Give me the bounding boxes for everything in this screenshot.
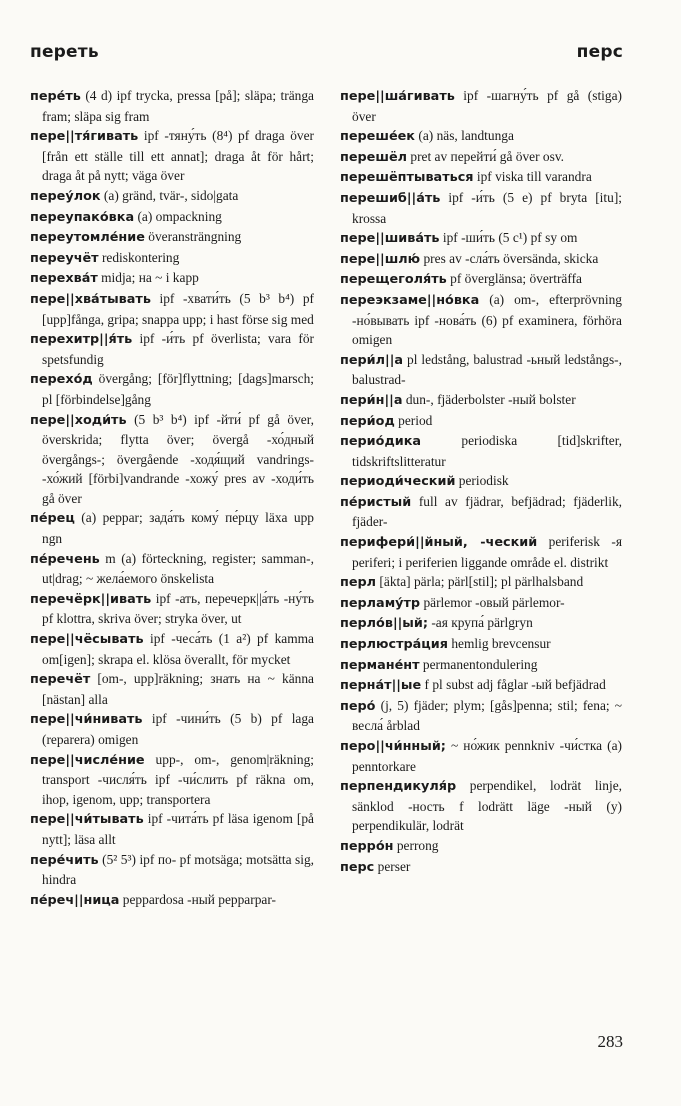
dictionary-entry: [340, 390, 622, 411]
entry-headword: пе́ристый: [340, 494, 412, 510]
dictionary-entry: [30, 248, 314, 269]
entry-headword: перешиб||а́ть: [340, 190, 441, 206]
entry-headword: перешёптываться: [340, 170, 474, 186]
dictionary-entry: [340, 249, 622, 270]
entry-headword: пере||чи́тывать: [30, 812, 144, 828]
entry-headword: пери́н||а: [340, 392, 403, 408]
entry-definition: permanentondulering: [422, 656, 538, 672]
entry-definition: f pl subst adj fåglar -ый befjädrad: [424, 677, 606, 693]
entry-headword: переэкзаме||но́вка: [340, 292, 480, 308]
entry-definition: ipf -тяну́ть (8⁴) pf draga över [från ett ställe till ett annat]; draga åt för hårt; draga åt på nytt; väga över: [42, 128, 314, 184]
entry-definition: m (a) förteckning, register; samman-, ut|drag; ~ жела́емого önskelista: [42, 550, 314, 587]
entry-headword: перехитр||я́ть: [30, 332, 133, 348]
entry-definition: ipf -и́ть (5 e) pf bryta [itu]; krossa: [352, 189, 622, 226]
entry-definition: periodisk: [458, 473, 509, 489]
dictionary-entry: [340, 167, 622, 188]
entry-definition: (5² 5³) ipf по- pf motsäga; motsätta sig, hindra: [42, 851, 314, 888]
entry-headword: пермане́нт: [340, 657, 420, 673]
dictionary-entry: [30, 126, 314, 186]
entry-definition: ipf viska till varandra: [476, 169, 592, 185]
entry-definition: pf överglänsa; överträffa: [450, 271, 582, 287]
entry-headword: перифери́||йный, -ческий: [340, 535, 538, 551]
entry-definition: ipf -чита́ть pf läsa igenom [på nytt]; läsa allt: [42, 811, 314, 847]
dictionary-entry: [30, 329, 314, 369]
dictionary-entry: [340, 350, 622, 390]
dictionary-entry: [340, 431, 622, 471]
dictionary-entry: [340, 188, 622, 228]
entry-headword: пе́речень: [30, 551, 100, 567]
dictionary-entry: [340, 655, 622, 676]
entry-headword: пере||числе́ние: [30, 752, 145, 768]
entry-definition: (a) peppar; зада́ть кому́ пе́рцу läxa upp ngn: [42, 510, 314, 547]
dictionary-entry: [340, 290, 622, 350]
dictionary-entry: [340, 675, 622, 696]
entry-definition: pl ledstång, balustrad -ьный ledstångs-, balustrad-: [352, 351, 622, 388]
entry-definition: perser: [377, 858, 411, 874]
entry-definition: periferisk -я periferi; i periferien liggande område el. distrikt: [352, 534, 622, 570]
entry-headword: переучёт: [30, 250, 99, 266]
dictionary-entry: [340, 634, 622, 655]
entry-headword: пере||ша́гивать: [340, 89, 455, 104]
dictionary-entry: [340, 572, 622, 593]
dictionary-entry: [340, 126, 622, 147]
dictionary-entry: [30, 589, 314, 629]
entry-definition: ipf -ать, перечерк||а́ть -ну́ть pf klottra, skriva över; stryka över, ut: [42, 590, 314, 627]
dictionary-entry: [340, 86, 622, 126]
dictionary-entry: [30, 549, 314, 589]
entry-definition: midja; на ~ i kapp: [101, 270, 199, 286]
entry-definition: perpendikel, lodrät linje, sänklod -ность f lodrätt läge -ный (y) perpendikulär, lodrät: [352, 778, 622, 834]
entry-definition: rediskontering: [101, 249, 180, 265]
entry-headword: пере́ть: [30, 89, 81, 104]
dictionary-entry: [30, 207, 314, 228]
entry-definition: överansträngning: [148, 229, 242, 245]
entry-headword: переше́ек: [340, 129, 415, 145]
dictionary-entry: [340, 836, 622, 857]
entry-definition: periodiska [tid]skrifter, tidskriftslitteratur: [352, 433, 622, 469]
dictionary-entry: [340, 696, 622, 736]
dictionary-entry: [30, 750, 314, 810]
dictionary-entry: [340, 776, 622, 836]
entry-definition: ipf -чини́ть (5 b) pf laga (reparera) omigen: [42, 711, 314, 747]
entry-definition: (a) ompackning: [137, 208, 222, 224]
entry-headword: пере||тя́гивать: [30, 129, 139, 145]
entry-headword: пери́од: [340, 413, 395, 429]
dictionary-entry: [30, 890, 314, 911]
dictionary-entry: [340, 593, 622, 614]
entry-definition: (a) näs, landtunga: [418, 128, 514, 144]
entry-headword: перечёрк||ивать: [30, 591, 152, 607]
entry-definition: pret av перейти́ gå över osv.: [410, 148, 565, 164]
entry-headword: перо́: [340, 698, 376, 714]
dictionary-entry: [30, 369, 314, 409]
entry-headword: пере||чи́нивать: [30, 712, 143, 728]
dictionary-entry: [340, 532, 622, 572]
entry-definition: ipf -и́ть pf överlista; vara för spetsfundig: [42, 331, 314, 367]
entry-definition: ipf -ши́ть (5 c¹) pf sy om: [442, 230, 578, 246]
dictionary-entry: [340, 269, 622, 290]
entry-headword: перро́н: [340, 838, 394, 854]
entry-definition: peppardosa -ный pepparpar-: [122, 891, 276, 907]
entry-headword: перо||чи́нный;: [340, 739, 446, 754]
entry-headword: пере||чёсывать: [30, 632, 144, 648]
entry-headword: перлюстра́ция: [340, 637, 448, 653]
entry-headword: перио́дика: [340, 434, 422, 450]
dictionary-entry: [30, 86, 314, 126]
entry-headword: перламу́тр: [340, 595, 421, 611]
entry-headword: перпендикуля́р: [340, 779, 457, 795]
dictionary-column-right: [340, 86, 622, 877]
dictionary-entry: [30, 629, 314, 669]
entry-definition: [om-, upp]räkning; знать на ~ känna [nästan] alla: [42, 671, 315, 707]
running-head-last: перс: [576, 42, 623, 62]
entry-headword: пере||ходи́ть: [30, 412, 127, 428]
dictionary-entry: [30, 669, 314, 709]
dictionary-entry: [340, 492, 622, 532]
entry-headword: перешёл: [340, 149, 408, 165]
entry-definition: (j, 5) fjäder; plym; [gås]penna; stil; fena; ~ весла́ årblad: [352, 697, 622, 734]
dictionary-entry: [30, 709, 314, 749]
dictionary-entry: [30, 410, 314, 509]
dictionary-entry: [30, 227, 314, 248]
entry-headword: переутомле́ние: [30, 230, 145, 246]
entry-headword: перс: [340, 859, 375, 875]
entry-headword: переупако́вка: [30, 209, 135, 225]
entry-definition: upp-, om-, genom|räkning; transport -числя́ть ipf -чи́слить pf räkna om, ihop, igenom, upp; transportera: [42, 751, 314, 807]
entry-definition: -ая крупа́ pärlgryn: [431, 615, 533, 631]
entry-headword: перна́т||ые: [340, 678, 422, 694]
entry-definition: (4 d) ipf trycka, pressa [på]; släpa; tränga fram; släpa sig fram: [42, 88, 314, 124]
entry-headword: перл: [340, 575, 377, 591]
entry-definition: (a) gränd, tvär-, sido|gata: [103, 187, 239, 203]
entry-headword: пе́реч||ница: [30, 892, 120, 908]
dictionary-entry: [30, 508, 314, 548]
entry-definition: hemlig brevcensur: [451, 636, 551, 652]
dictionary-entry: [340, 857, 622, 878]
entry-definition: ipf -чеса́ть (1 a²) pf kamma om[igen]; skrapa el. klösa överallt, för mycket: [42, 631, 314, 667]
dictionary-entry: [30, 268, 314, 289]
entry-definition: period: [398, 412, 433, 428]
dictionary-entry: [340, 471, 622, 492]
dictionary-entry: [340, 411, 622, 432]
dictionary-entry: [340, 736, 622, 776]
entry-headword: пери́л||а: [340, 352, 404, 368]
entry-headword: пе́рец: [30, 511, 75, 527]
entry-definition: ~ но́жик pennkniv -чи́стка (a) penntorkare: [352, 738, 622, 774]
entry-headword: перехо́д: [30, 372, 93, 388]
dictionary-entry: [30, 850, 314, 890]
page-number: 283: [597, 1032, 623, 1051]
entry-definition: full av fjädrar, befjädrad; fjäderlik, fjäder-: [352, 493, 622, 530]
dictionary-entry: [340, 147, 622, 168]
entry-headword: пере||хва́тывать: [30, 291, 151, 307]
dictionary-entry: [30, 289, 314, 329]
entry-definition: [äkta] pärla; pärl[stil]; pl pärlhalsband: [379, 574, 584, 590]
entry-definition: perrong: [396, 837, 439, 853]
dictionary-entry: [30, 809, 314, 849]
entry-headword: перещеголя́ть: [340, 272, 447, 288]
entry-headword: пере||шива́ть: [340, 231, 440, 247]
entry-headword: пере́чить: [30, 852, 99, 868]
running-head-first: переть: [30, 42, 99, 62]
entry-headword: перло́в||ый;: [340, 616, 428, 632]
entry-definition: (5 b³ b⁴) ipf -йти́ pf gå över, överskrida; flytta över; övergå -хо́дный övergångs-; övergående -ходя́щий vandrings- -хо́жий [förbi]vandrande -хожу́ pres av -ходи́ть gå över: [42, 411, 314, 506]
entry-definition: pres av -сла́ть översända, skicka: [423, 250, 599, 266]
entry-headword: перечёт: [30, 672, 91, 688]
dictionary-entry: [340, 228, 622, 249]
dictionary-entry: [30, 186, 314, 207]
entry-definition: ipf -хвати́ть (5 b³ b⁴) pf [upp]fånga, gripa; snappa upp; i hast förse sig med: [42, 290, 314, 327]
entry-definition: övergång; [för]flyttning; [dags]marsch; pl [förbindelse]gång: [42, 371, 314, 407]
entry-headword: периоди́ческий: [340, 474, 456, 490]
entry-headword: перехва́т: [30, 271, 98, 287]
entry-definition: pärlemor -овый pärlemor-: [423, 594, 565, 610]
entry-headword: пере||шлю́: [340, 251, 421, 267]
page-header: [30, 42, 623, 72]
dictionary-entry: [340, 613, 622, 634]
dictionary-column-left: [30, 86, 314, 910]
entry-definition: dun-, fjäderbolster -ный bolster: [405, 391, 576, 407]
entry-definition: (a) om-, efterprövning -но́вывать ipf -нова́ть (6) pf examinera, förhöra omigen: [352, 291, 622, 348]
entry-headword: переу́лок: [30, 188, 101, 204]
entry-definition: ipf -шагну́ть pf gå (stiga) över: [352, 88, 622, 124]
